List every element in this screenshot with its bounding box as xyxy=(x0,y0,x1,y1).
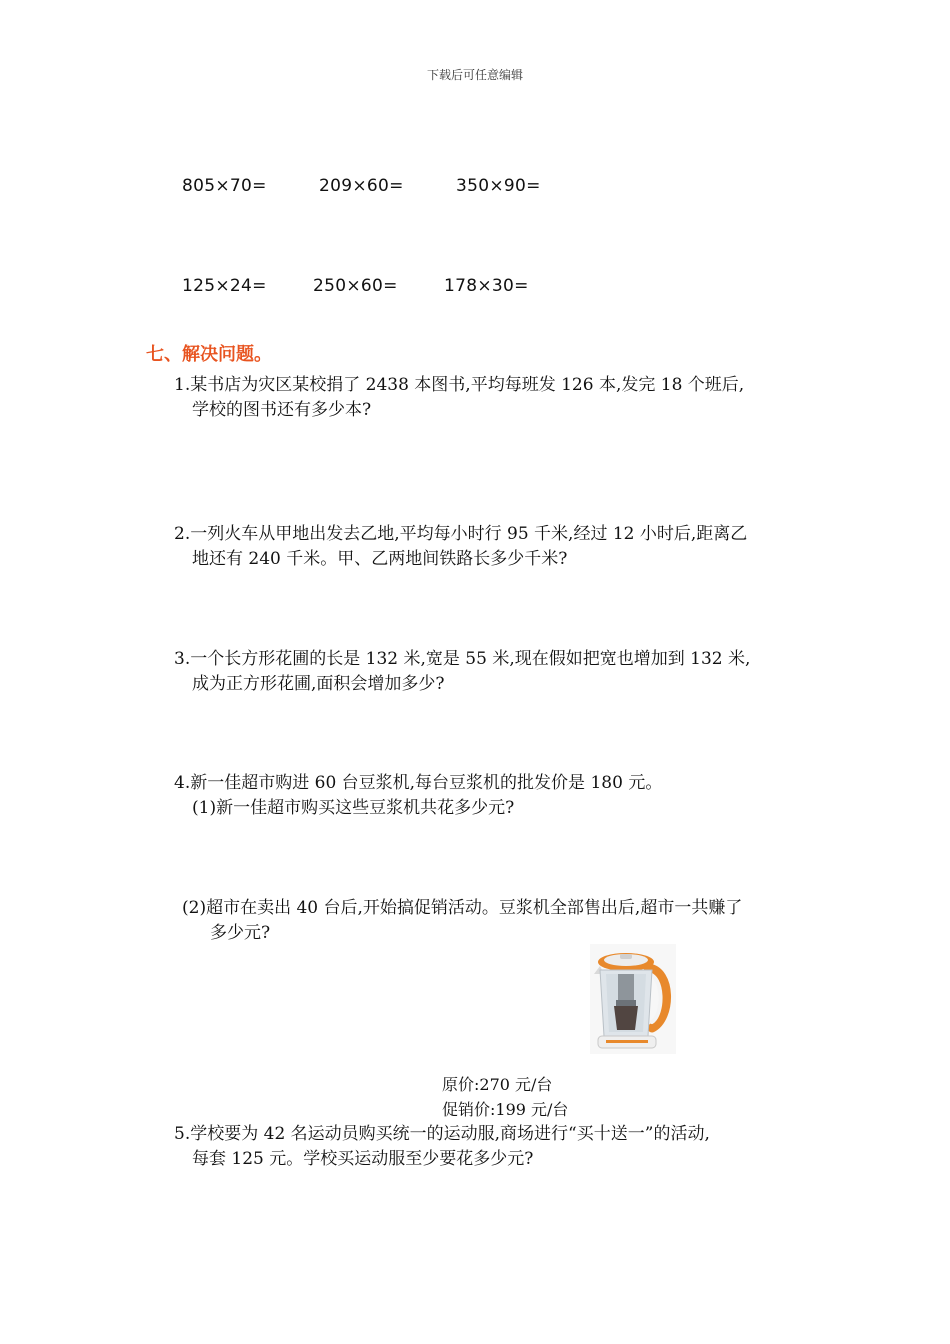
question-4-sub2-line2: 多少元? xyxy=(210,923,271,943)
question-2-line1: 2.一列火车从甲地出发去乙地,平均每小时行 95 千米,经过 12 小时后,距离乙 xyxy=(174,524,748,544)
question-3-line1: 3.一个长方形花圃的长是 132 米,宽是 55 米,现在假如把宽也增加到 132 米, xyxy=(174,649,751,669)
calc-1-2: 209×60= xyxy=(319,176,404,196)
question-4-sub1: (1)新一佳超市购买这些豆浆机共花多少元? xyxy=(192,798,515,818)
question-3-line2: 成为正方形花圃,面积会增加多少? xyxy=(192,674,445,694)
question-4-line1: 4.新一佳超市购进 60 台豆浆机,每台豆浆机的批发价是 180 元。 xyxy=(174,773,663,793)
question-5-line1: 5.学校要为 42 名运动员购买统一的运动服,商场进行“买十送一”的活动, xyxy=(174,1124,710,1144)
question-5-line2: 每套 125 元。学校买运动服至少要花多少元? xyxy=(192,1149,534,1169)
original-price: 原价:270 元/台 xyxy=(442,1075,553,1094)
question-2-line2: 地还有 240 千米。甲、乙两地间铁路长多少千米? xyxy=(192,549,568,569)
question-1-line2: 学校的图书还有多少本? xyxy=(192,400,372,420)
calc-1-1: 805×70= xyxy=(182,176,267,196)
calc-2-2: 250×60= xyxy=(313,276,398,296)
section-title: 七、解决问题。 xyxy=(146,344,272,365)
calc-2-1: 125×24= xyxy=(182,276,267,296)
question-4-sub2-line1: (2)超市在卖出 40 台后,开始搞促销活动。豆浆机全部售出后,超市一共赚了 xyxy=(182,898,743,918)
question-1-line1: 1.某书店为灾区某校捐了 2438 本图书,平均每班发 126 本,发完 18 个班后, xyxy=(174,375,745,395)
calc-1-3: 350×90= xyxy=(456,176,541,196)
page-header: 下载后可任意编辑 xyxy=(426,68,523,82)
calc-2-3: 178×30= xyxy=(444,276,529,296)
promo-price: 促销价:199 元/台 xyxy=(442,1100,569,1119)
soymilk-maker-image xyxy=(590,944,676,1054)
